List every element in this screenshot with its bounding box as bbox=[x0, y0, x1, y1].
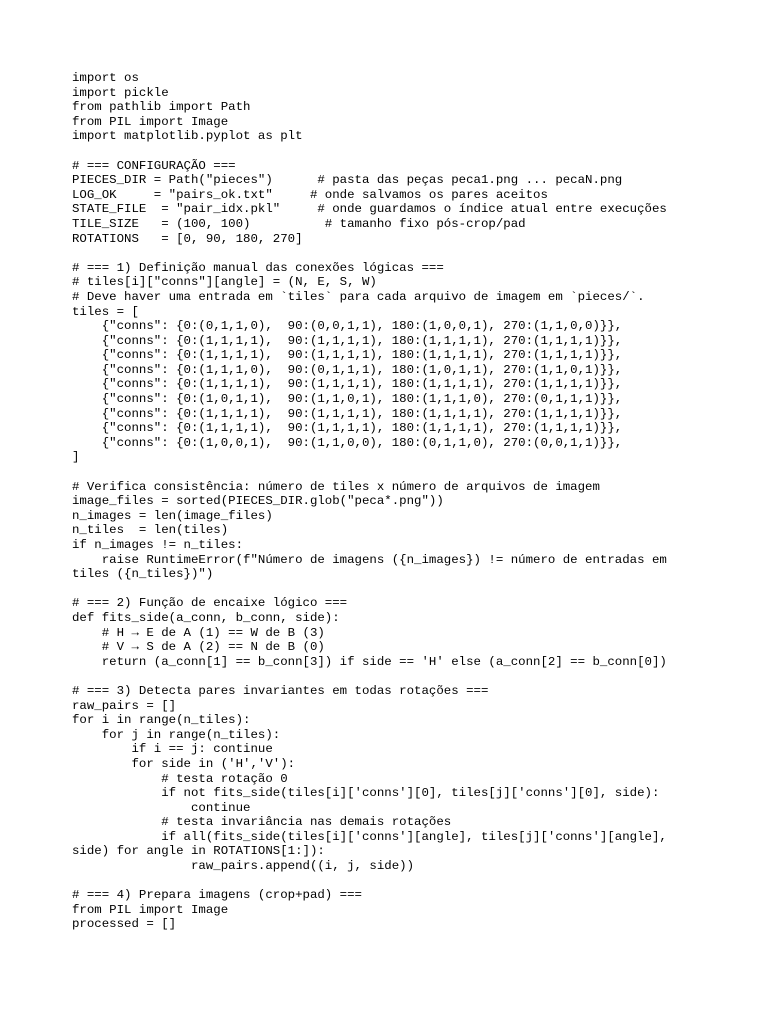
code-line: def fits_side(a_conn, b_conn, side): bbox=[72, 610, 340, 625]
code-line: {"conns": {0:(1,1,1,1), 90:(1,1,1,1), 180:(1,1,1,1), 270:(1,1,1,1)}}, bbox=[72, 333, 623, 348]
code-line: {"conns": {0:(1,1,1,1), 90:(1,1,1,1), 180:(1,1,1,1), 270:(1,1,1,1)}}, bbox=[72, 377, 623, 392]
code-line: processed = [] bbox=[72, 917, 177, 932]
code-line: n_images = len(image_files) bbox=[72, 508, 273, 523]
code-line: for side in ('H','V'): bbox=[72, 756, 296, 771]
code-line: STATE_FILE = "pair_idx.pkl" # onde guardamos o índice atual entre execuções bbox=[72, 202, 667, 217]
code-block bbox=[72, 71, 752, 932]
code-line: # === 2) Função de encaixe lógico === bbox=[72, 596, 348, 611]
code-line: import matplotlib.pyplot as plt bbox=[72, 129, 303, 144]
code-line: from PIL import Image bbox=[72, 114, 229, 129]
code-line: from PIL import Image bbox=[72, 902, 229, 917]
code-line: # === 4) Prepara imagens (crop+pad) === bbox=[72, 888, 362, 903]
code-line: tiles = [ bbox=[72, 304, 139, 319]
code-line: # tiles[i]["conns"][angle] = (N, E, S, W) bbox=[72, 275, 377, 290]
document-page bbox=[72, 71, 752, 932]
code-line: if all(fits_side(tiles[i]['conns'][angle], tiles[j]['conns'][angle], bbox=[72, 829, 667, 844]
code-line: # === 1) Definição manual das conexões lógicas === bbox=[72, 260, 444, 275]
code-line: side) for angle in ROTATIONS[1:]): bbox=[72, 844, 325, 859]
code-line: if not fits_side(tiles[i]['conns'][0], tiles[j]['conns'][0], side): bbox=[72, 786, 660, 801]
code-line: {"conns": {0:(1,1,1,1), 90:(1,1,1,1), 180:(1,1,1,1), 270:(1,1,1,1)}}, bbox=[72, 348, 623, 363]
code-line: # === CONFIGURAÇÃO === bbox=[72, 158, 236, 173]
code-line: # H → E de A (1) == W de B (3) bbox=[72, 625, 325, 640]
code-line: PIECES_DIR = Path("pieces") # pasta das peças peca1.png ... pecaN.png bbox=[72, 173, 623, 188]
code-line: import os bbox=[72, 71, 139, 85]
code-line: ROTATIONS = [0, 90, 180, 270] bbox=[72, 231, 303, 246]
code-line: import pickle bbox=[72, 85, 169, 100]
code-line: n_tiles = len(tiles) bbox=[72, 523, 229, 538]
code-line: # testa rotação 0 bbox=[72, 771, 288, 786]
code-line: {"conns": {0:(1,0,0,1), 90:(1,1,0,0), 180:(0,1,1,0), 270:(0,0,1,1)}}, bbox=[72, 435, 623, 450]
code-line: # === 3) Detecta pares invariantes em todas rotações === bbox=[72, 683, 489, 698]
code-line: TILE_SIZE = (100, 100) # tamanho fixo pós-crop/pad bbox=[72, 216, 526, 231]
code-line: # testa invariância nas demais rotações bbox=[72, 815, 452, 830]
code-line: {"conns": {0:(1,0,1,1), 90:(1,1,0,1), 180:(1,1,1,0), 270:(0,1,1,1)}}, bbox=[72, 392, 623, 407]
code-line: return (a_conn[1] == b_conn[3]) if side == 'H' else (a_conn[2] == b_conn[0]) bbox=[72, 654, 667, 669]
code-line: ] bbox=[72, 450, 80, 465]
code-line: image_files = sorted(PIECES_DIR.glob("peca*.png")) bbox=[72, 494, 444, 509]
code-line: raise RuntimeError(f"Número de imagens ({n_images}) != número de entradas em bbox=[72, 552, 667, 567]
code-line: # Deve haver uma entrada em `tiles` para cada arquivo de imagem em `pieces/`. bbox=[72, 289, 645, 304]
code-line: from pathlib import Path bbox=[72, 100, 251, 115]
code-line: {"conns": {0:(0,1,1,0), 90:(0,0,1,1), 180:(1,0,0,1), 270:(1,1,0,0)}}, bbox=[72, 319, 623, 334]
code-line: continue bbox=[72, 800, 251, 815]
code-line: for i in range(n_tiles): bbox=[72, 713, 251, 728]
code-line: if n_images != n_tiles: bbox=[72, 538, 244, 552]
code-line: {"conns": {0:(1,1,1,1), 90:(1,1,1,1), 180:(1,1,1,1), 270:(1,1,1,1)}}, bbox=[72, 406, 623, 421]
code-line: {"conns": {0:(1,1,1,1), 90:(1,1,1,1), 180:(1,1,1,1), 270:(1,1,1,1)}}, bbox=[72, 421, 623, 436]
code-line: LOG_OK = "pairs_ok.txt" # onde salvamos os pares aceitos bbox=[72, 187, 548, 202]
code-line: for j in range(n_tiles): bbox=[72, 727, 281, 742]
code-line: # Verifica consistência: número de tiles x número de arquivos de imagem bbox=[72, 479, 600, 494]
code-line: if i == j: continue bbox=[72, 742, 273, 757]
code-line: tiles ({n_tiles})") bbox=[72, 567, 214, 582]
code-line: raw_pairs.append((i, j, side)) bbox=[72, 859, 415, 874]
code-line: raw_pairs = [] bbox=[72, 698, 177, 713]
code-line: # V → S de A (2) == N de B (0) bbox=[72, 640, 325, 655]
code-line: {"conns": {0:(1,1,1,0), 90:(0,1,1,1), 180:(1,0,1,1), 270:(1,1,0,1)}}, bbox=[72, 362, 623, 377]
